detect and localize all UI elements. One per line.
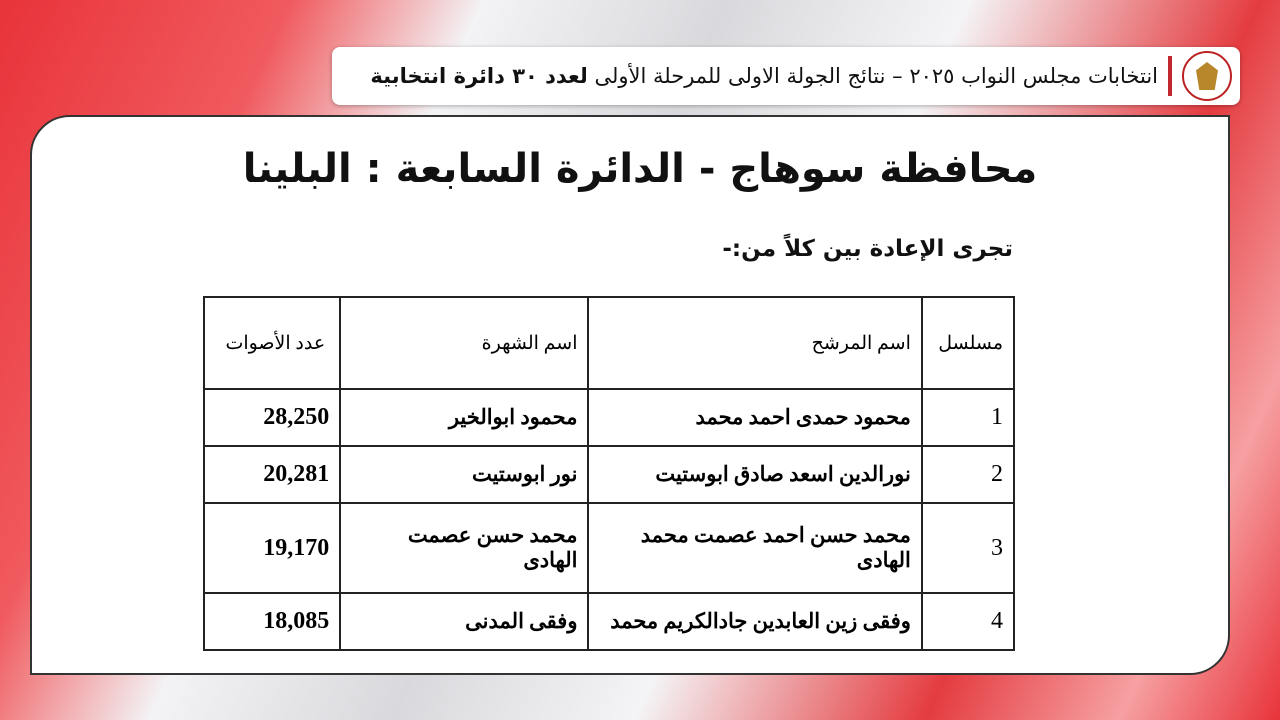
eagle-icon <box>1196 62 1218 90</box>
table-row <box>204 593 1014 650</box>
serial-cell: 4 <box>922 593 1014 650</box>
header-title-bold: لعدد ٣٠ دائرة انتخابية <box>370 64 588 88</box>
nickname-cell: نور ابوستيت <box>340 446 588 503</box>
table-header-row <box>204 297 1014 389</box>
serial-cell: 3 <box>922 503 1014 593</box>
serial-cell: 2 <box>922 446 1014 503</box>
subtitle: تجرى الإعادة بين كلاً من:- <box>722 236 1013 262</box>
header-candidate-name: اسم المرشح <box>588 297 921 389</box>
candidate-name-cell: محمد حسن احمد عصمت محمد الهادى <box>588 503 921 593</box>
candidate-name-cell: نورالدين اسعد صادق ابوستيت <box>588 446 921 503</box>
emblem-logo <box>1182 51 1232 101</box>
table-row <box>204 446 1014 503</box>
header-title-main: انتخابات مجلس النواب ٢٠٢٥ – نتائج الجولة الاولى للمرحلة الأولى <box>594 64 1158 88</box>
header-bar <box>332 47 1240 105</box>
votes-cell: 28,250 <box>204 389 340 446</box>
results-table <box>203 296 1015 651</box>
votes-cell: 18,085 <box>204 593 340 650</box>
nickname-cell: محمد حسن عصمت الهادى <box>340 503 588 593</box>
header-title <box>370 64 1158 88</box>
divider <box>1168 56 1172 96</box>
page-title: محافظة سوهاج - الدائرة السابعة : البلينا <box>242 146 1038 192</box>
nickname-cell: وفقى المدنى <box>340 593 588 650</box>
candidate-name-cell: وفقى زين العابدين جادالكريم محمد <box>588 593 921 650</box>
header-nickname: اسم الشهرة <box>340 297 588 389</box>
table-row <box>204 389 1014 446</box>
table-row <box>204 503 1014 593</box>
nickname-cell: محمود ابوالخير <box>340 389 588 446</box>
header-votes: عدد الأصوات <box>204 297 340 389</box>
votes-cell: 19,170 <box>204 503 340 593</box>
votes-cell: 20,281 <box>204 446 340 503</box>
serial-cell: 1 <box>922 389 1014 446</box>
candidate-name-cell: محمود حمدى احمد محمد <box>588 389 921 446</box>
header-serial: مسلسل <box>922 297 1014 389</box>
